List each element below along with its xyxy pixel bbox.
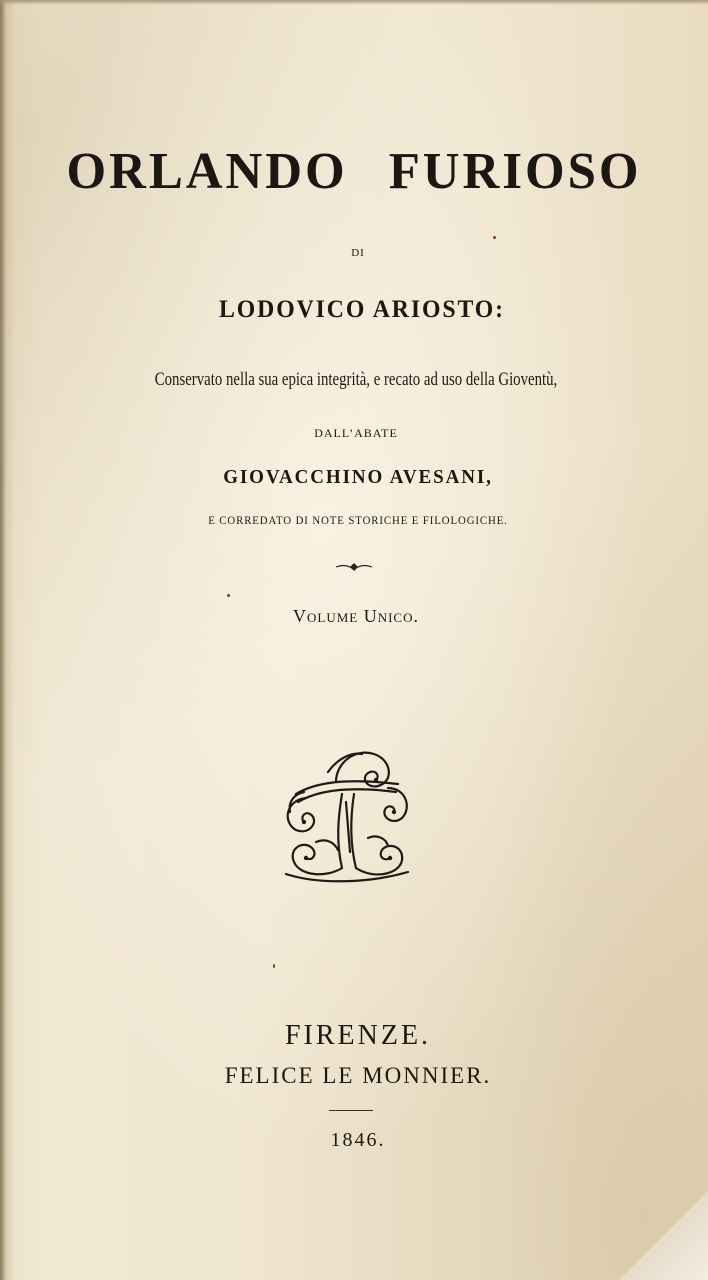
flourish-ornament-icon	[334, 560, 374, 574]
title-word-2: FURIOSO	[388, 143, 642, 200]
publisher-name: FELICE LE MONNIER.	[224, 1063, 492, 1088]
page-top-edge-shadow	[0, 0, 708, 5]
notes-line: E CORREDATO DI NOTE STORICHE E FILOLOGICHE.	[208, 513, 508, 527]
paper-speck	[227, 594, 230, 597]
publication-year: 1846.	[330, 1129, 386, 1151]
divider-rule	[329, 1110, 373, 1111]
page-corner-fold	[618, 1190, 708, 1280]
volume-label: Volume Unico.	[293, 606, 419, 626]
paper-speck	[493, 236, 496, 239]
subtitle: Conservato nella sua epica integrità, e recato ad uso della Gioventù,	[154, 369, 558, 390]
by-label: DI	[351, 247, 365, 259]
city-name: FIRENZE.	[284, 1020, 432, 1051]
abbot-label: DALL’ABATE	[314, 426, 398, 440]
monogram-icon	[276, 742, 416, 888]
author-name: LODOVICO ARIOSTO:	[219, 296, 505, 323]
paper-speck	[273, 964, 275, 968]
editor-name: GIOVACCHINO AVESANI,	[223, 466, 493, 488]
book-title	[7, 132, 701, 212]
title-word-1: ORLANDO	[66, 143, 348, 200]
